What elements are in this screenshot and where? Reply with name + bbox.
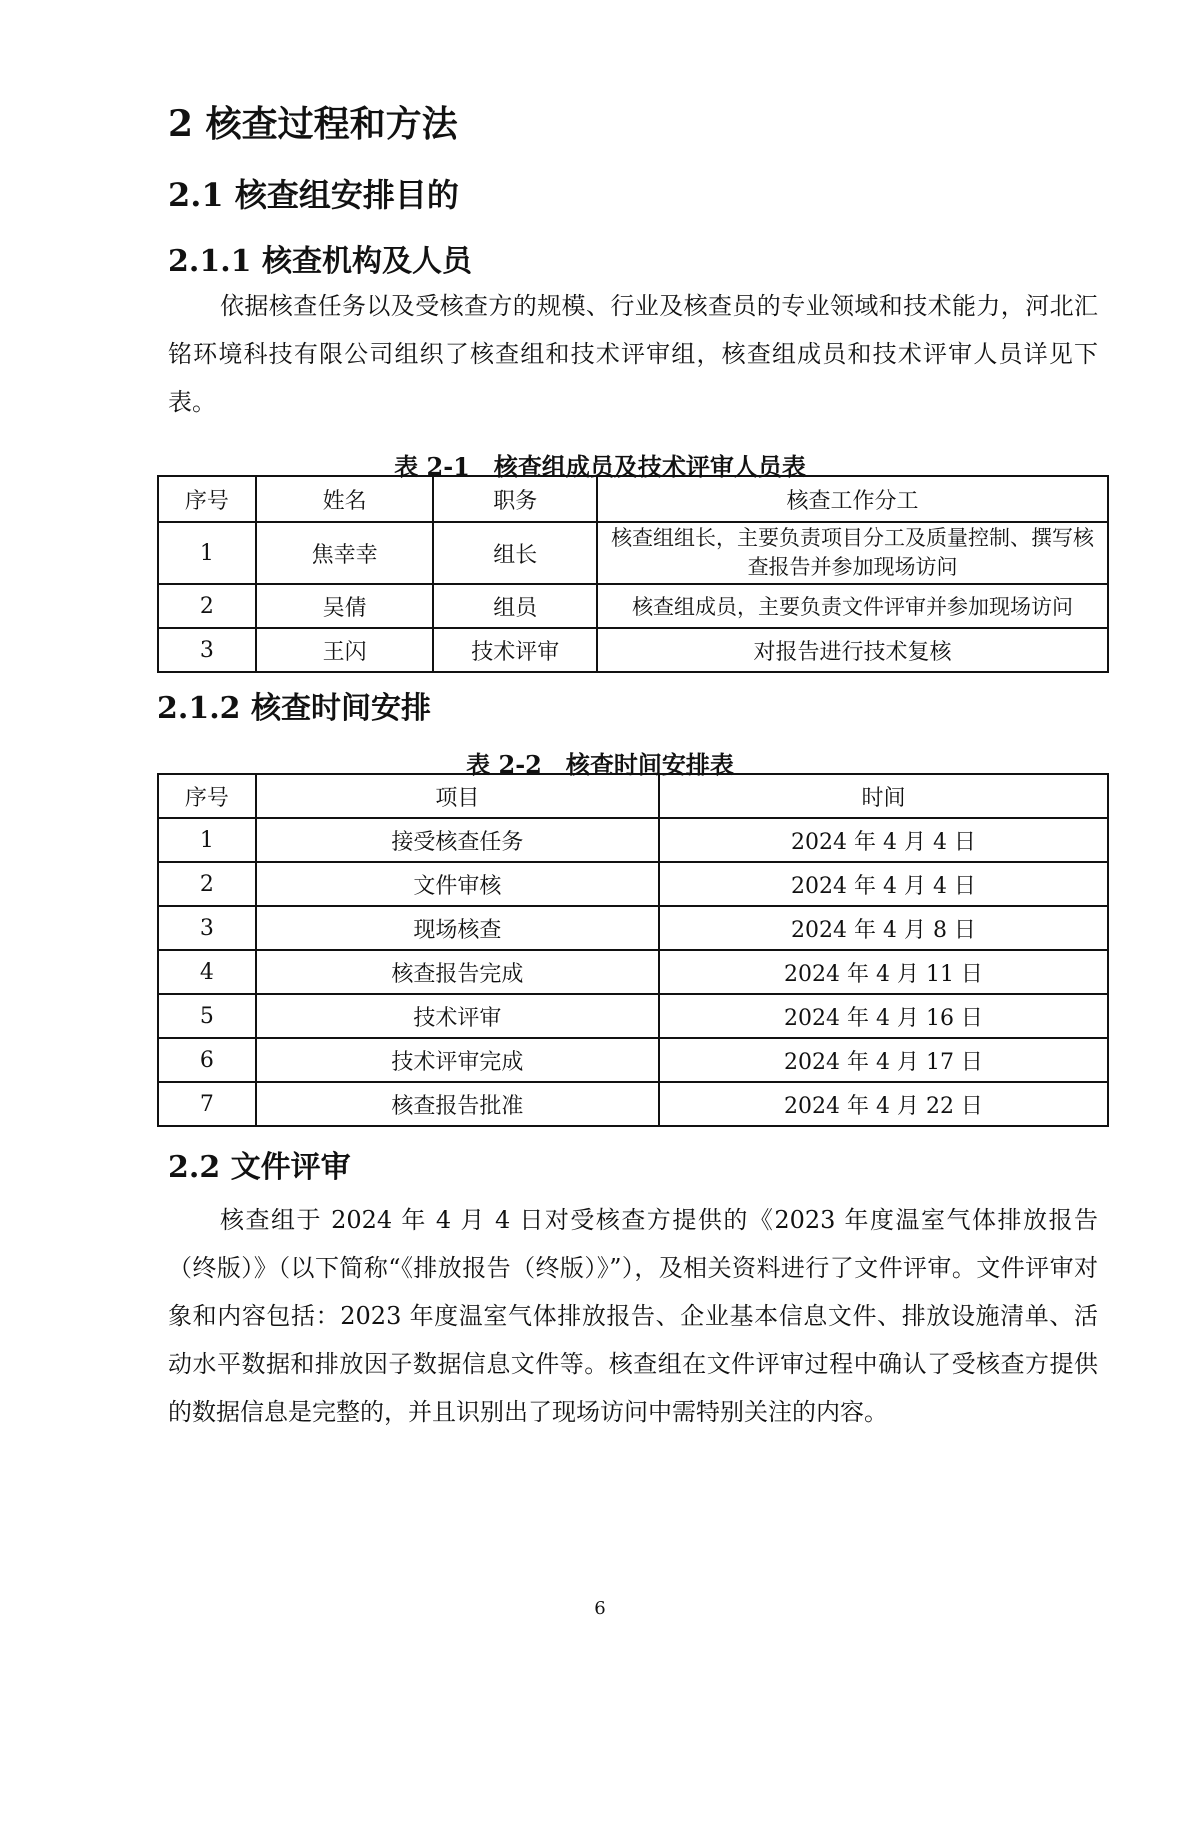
table-row [158, 584, 1108, 628]
table-row [158, 522, 1108, 584]
schedule-table [157, 773, 1109, 1127]
cell-item: 核查报告完成 [256, 950, 659, 994]
cell-duty: 核查组成员，主要负责文件评审并参加现场访问 [597, 584, 1108, 628]
cell-date: 2024 年 4 月 4 日 [659, 862, 1108, 906]
cell-item: 核查报告批准 [256, 1082, 659, 1126]
cell-item: 文件审核 [256, 862, 659, 906]
cell-index: 2 [158, 584, 256, 628]
table-row [158, 950, 1108, 994]
cell-position: 组员 [433, 584, 597, 628]
cell-index: 2 [158, 862, 256, 906]
section-2-1-heading: 2.1 核查组安排目的 [168, 176, 459, 214]
cell-name: 焦幸幸 [256, 522, 434, 584]
cell-name: 王闪 [256, 628, 434, 672]
section-2-1-1-paragraph: 依据核查任务以及受核查方的规模、行业及核查员的专业领域和技术能力，河北汇铭环境科技有限公司组织了核查组和技术评审组，核查组成员和技术评审人员详见下表。 [168, 292, 1098, 416]
cell-index: 3 [158, 628, 256, 672]
cell-index: 5 [158, 994, 256, 1038]
cell-index: 6 [158, 1038, 256, 1082]
cell-item: 技术评审完成 [256, 1038, 659, 1082]
header-cell: 项目 [256, 774, 659, 818]
section-2-1-2-heading: 2.1.2 核查时间安排 [157, 691, 431, 726]
section-2-2-paragraph: 核查组于 2024 年 4 月 4 日对受核查方提供的《2023 年度温室气体排放报告（终版）》（以下简称“《排放报告（终版）》”），及相关资料进行了文件评审。文件评审对象和内容包括：2023 年度温室气体排放报告、企业基本信息文件、排放设施清单、活动水平数据和排放因子数据信息文件等。核查组在文件评审过程中确认了受核查方提供的数据信息是完整的，并且识别出了现场访问中需特别关注的内容。 [168, 1206, 1098, 1426]
cell-index: 1 [158, 818, 256, 862]
section-2-2-heading: 2.2 文件评审 [168, 1150, 351, 1185]
table-row [158, 1038, 1108, 1082]
cell-duty: 对报告进行技术复核 [597, 628, 1108, 672]
header-cell: 序号 [158, 476, 256, 522]
staff-table-header-row [158, 476, 1108, 522]
cell-date: 2024 年 4 月 8 日 [659, 906, 1108, 950]
cell-item: 接受核查任务 [256, 818, 659, 862]
table-row [158, 818, 1108, 862]
section-2-1-1-heading: 2.1.1 核查机构及人员 [168, 244, 472, 279]
cell-index: 7 [158, 1082, 256, 1126]
header-cell: 核查工作分工 [597, 476, 1108, 522]
staff-table [157, 475, 1109, 673]
header-cell: 职务 [433, 476, 597, 522]
cell-index: 4 [158, 950, 256, 994]
cell-duty: 核查组组长，主要负责项目分工及质量控制、撰写核查报告并参加现场访问 [597, 522, 1108, 584]
cell-date: 2024 年 4 月 22 日 [659, 1082, 1108, 1126]
header-cell: 序号 [158, 774, 256, 818]
table-row [158, 628, 1108, 672]
cell-name: 吴倩 [256, 584, 434, 628]
cell-date: 2024 年 4 月 4 日 [659, 818, 1108, 862]
header-cell: 姓名 [256, 476, 434, 522]
cell-date: 2024 年 4 月 16 日 [659, 994, 1108, 1038]
cell-date: 2024 年 4 月 17 日 [659, 1038, 1108, 1082]
cell-item: 技术评审 [256, 994, 659, 1038]
header-cell: 时间 [659, 774, 1108, 818]
cell-item: 现场核查 [256, 906, 659, 950]
cell-index: 1 [158, 522, 256, 584]
cell-position: 组长 [433, 522, 597, 584]
table-1-caption: 表 2-1 核查组成员及技术评审人员表 [394, 452, 806, 481]
table-2-caption: 表 2-2 核查时间安排表 [466, 750, 734, 779]
table-row [158, 1082, 1108, 1126]
cell-position: 技术评审 [433, 628, 597, 672]
cell-index: 3 [158, 906, 256, 950]
table-row [158, 906, 1108, 950]
table-row [158, 994, 1108, 1038]
cell-date: 2024 年 4 月 11 日 [659, 950, 1108, 994]
schedule-table-header-row [158, 774, 1108, 818]
section-2-heading: 2 核查过程和方法 [168, 103, 458, 145]
table-row [158, 862, 1108, 906]
page-number: 6 [594, 1598, 606, 1619]
